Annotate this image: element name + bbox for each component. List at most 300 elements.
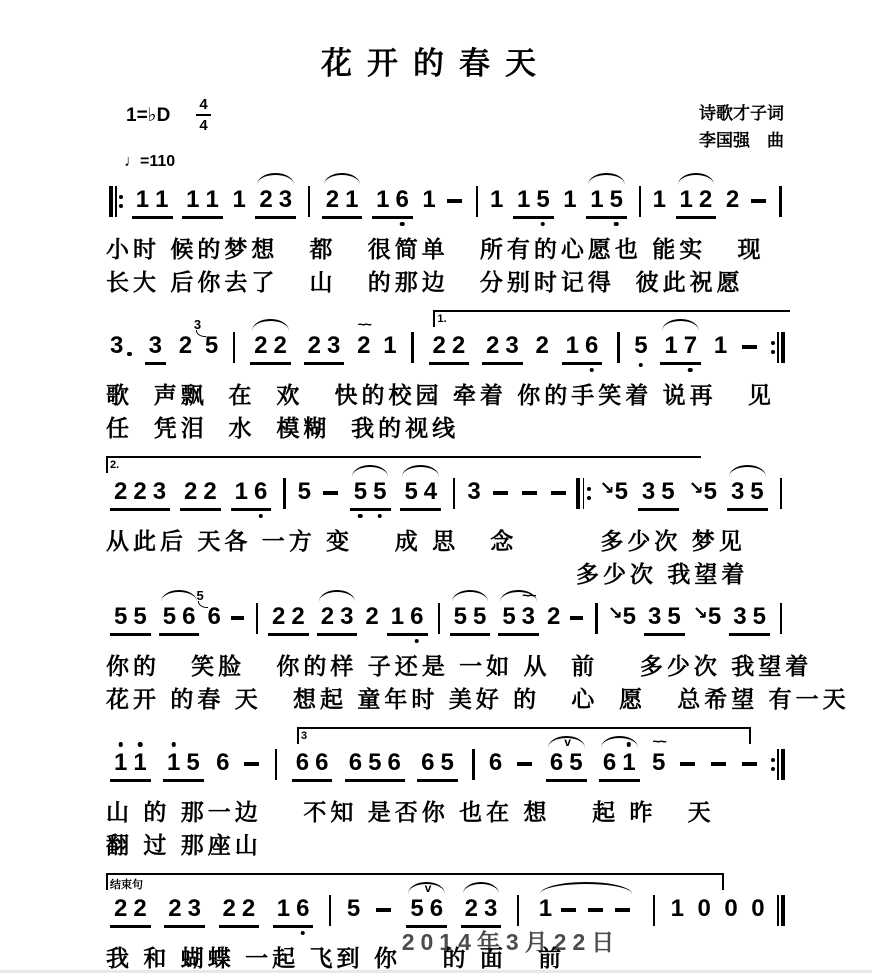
slur-group <box>250 331 291 365</box>
grace-note: 5 <box>196 588 204 603</box>
tempo-marking: ♩=110 <box>124 153 176 170</box>
time-signature <box>196 97 210 133</box>
music-system-1 <box>106 185 788 297</box>
volta-bracket <box>433 310 790 327</box>
note <box>634 331 647 360</box>
note <box>277 894 290 923</box>
bar-thin <box>777 895 779 926</box>
note <box>566 331 579 360</box>
note-digit: 5 <box>368 749 382 776</box>
repeat-dot <box>587 487 591 491</box>
note-digit: 1 <box>376 186 390 213</box>
note-digit: 2 <box>273 332 287 359</box>
barline <box>476 186 478 217</box>
note <box>661 477 674 506</box>
note-digit: 3 <box>148 332 162 359</box>
note <box>340 602 353 631</box>
note <box>216 748 229 777</box>
repeat-dots <box>771 758 775 771</box>
repeat-dot <box>771 767 775 771</box>
note <box>133 602 146 631</box>
note <box>136 185 149 214</box>
note-digit: 1 <box>390 603 405 630</box>
notes-row <box>106 733 788 794</box>
notes-row <box>106 587 788 648</box>
note <box>223 894 236 923</box>
volta-label: 结束句 <box>110 879 143 891</box>
note-digit: 5 <box>440 749 454 776</box>
barline <box>329 895 331 926</box>
slur-group <box>350 477 391 511</box>
note <box>155 185 168 214</box>
note-digit: 1 <box>205 186 219 213</box>
note <box>315 748 328 777</box>
note <box>395 185 408 214</box>
note-digit: 1 <box>565 332 579 359</box>
note-digit: 1 <box>516 186 531 213</box>
note <box>502 602 515 631</box>
bar-thin <box>583 478 585 509</box>
beam-group <box>180 477 221 511</box>
note-digit: 2 <box>203 478 217 505</box>
lyrics-line-2: 翻 过 那座山 <box>106 832 262 858</box>
duration-dash <box>561 908 576 912</box>
note <box>603 748 616 777</box>
note-digit: 5 <box>297 478 311 505</box>
note <box>521 587 536 631</box>
bar-thick <box>781 332 785 363</box>
note <box>232 185 245 214</box>
barline <box>453 478 455 509</box>
barline <box>411 332 413 363</box>
repeat-start-bar <box>109 186 123 217</box>
lyrics-line-2: 多少次 我望着 <box>576 561 749 587</box>
note <box>608 602 636 631</box>
note <box>564 735 583 777</box>
repeat-start-bar <box>576 478 590 509</box>
beam-group <box>268 602 309 636</box>
slur-group <box>450 602 491 636</box>
note-digit: 1 <box>167 749 181 776</box>
note-digit: 3 <box>187 895 201 922</box>
note <box>536 185 549 214</box>
note-digit: 2 <box>320 603 335 630</box>
beam-group <box>231 477 272 511</box>
notes-row <box>106 316 788 377</box>
note-digit: 2 <box>168 895 182 922</box>
note-digit: 1 <box>422 186 436 213</box>
beam-group <box>110 477 170 511</box>
duration-dash <box>447 199 462 203</box>
note-digit: 6 <box>395 186 409 213</box>
note-digit: 3 <box>340 603 354 630</box>
note-digit: 0 <box>697 895 711 922</box>
time-signature-denominator: 4 <box>196 114 210 133</box>
note <box>296 894 309 923</box>
barline <box>517 895 519 926</box>
note <box>203 477 216 506</box>
note-digit: 5 <box>661 478 675 505</box>
bar-thin <box>777 332 779 363</box>
note-digit: 1 <box>489 186 504 213</box>
barline <box>617 332 619 363</box>
note-digit: 1 <box>276 895 291 922</box>
note <box>600 477 628 506</box>
note-digit: 5 <box>472 603 487 630</box>
beam-group <box>644 602 685 636</box>
note <box>410 602 423 631</box>
mordent-icon: ~~ <box>652 733 665 749</box>
slide-down-icon: ↘ <box>688 478 704 498</box>
note <box>733 602 746 631</box>
bar-thick <box>781 895 785 926</box>
beam-group <box>110 894 151 928</box>
low-octave-dot <box>541 222 546 227</box>
score <box>106 185 850 973</box>
repeat-end-bar <box>771 332 785 363</box>
note <box>517 185 530 214</box>
time-signature-numerator: 4 <box>199 96 208 113</box>
beam-group <box>513 185 554 219</box>
barline <box>438 603 440 634</box>
note <box>163 602 176 631</box>
note <box>421 748 434 777</box>
duration-dash <box>231 616 244 620</box>
note <box>186 185 199 214</box>
slur-group <box>406 881 447 928</box>
duration-dash <box>551 491 566 495</box>
note <box>693 602 721 631</box>
note-digit: 2 <box>133 895 147 922</box>
note-digit: 2 <box>241 895 256 922</box>
note-digit: 1 <box>135 186 150 213</box>
duration-dash <box>323 491 338 495</box>
slur-group <box>400 477 441 511</box>
beam-group <box>387 602 428 636</box>
note <box>182 602 195 631</box>
note-digit: 3 <box>152 478 167 505</box>
note-digit: 2 <box>271 603 286 630</box>
note <box>376 185 389 214</box>
beam-group <box>219 894 260 928</box>
note <box>184 477 197 506</box>
duration-dash <box>680 762 695 766</box>
beam-group <box>417 748 458 782</box>
note-digit: 2 <box>254 332 268 359</box>
note <box>274 331 287 360</box>
note <box>321 602 334 631</box>
slur-group <box>676 185 717 219</box>
note-digit: 5 <box>752 603 766 630</box>
barline <box>595 603 597 634</box>
note <box>489 748 502 777</box>
note <box>433 331 446 360</box>
note <box>133 894 146 923</box>
note <box>490 185 503 214</box>
note <box>179 331 192 360</box>
note <box>133 477 146 506</box>
note <box>684 331 697 360</box>
note <box>505 331 518 360</box>
note-digit: 3 <box>521 603 536 630</box>
note <box>114 894 127 923</box>
music-system-4 <box>106 587 850 714</box>
volta-bracket <box>297 727 751 744</box>
note-digit: 2 <box>432 332 446 359</box>
note-digit: 1 <box>590 186 604 213</box>
note-digit: 2 <box>222 895 236 922</box>
duration-dash <box>615 908 630 912</box>
note <box>168 894 181 923</box>
lyrics-line-1: 小时 候的梦想 都 很简单 所有的心愿也 能实 现 <box>106 236 765 262</box>
note-digit: 1 <box>133 749 147 776</box>
slur-group <box>535 894 637 923</box>
slur-group <box>660 331 701 365</box>
note <box>298 477 311 506</box>
note-digit: 5 <box>204 332 219 359</box>
note-digit: 2 <box>725 186 740 213</box>
beam-group <box>292 748 333 782</box>
note <box>473 602 486 631</box>
note-digit: 1 <box>679 186 693 213</box>
repeat-dots <box>771 341 775 354</box>
note-digit: 5 <box>410 895 424 922</box>
note-digit: 1 <box>186 186 200 213</box>
note-digit: 3 <box>467 478 481 505</box>
note-digit: 0 <box>724 895 738 922</box>
note-digit: 3 <box>641 478 656 505</box>
note <box>308 331 321 360</box>
note-digit: 6 <box>182 603 196 630</box>
grace-note: 3 <box>193 317 202 332</box>
note <box>365 602 378 631</box>
lyrics-line-2: 长大 后你去了 山 的那边 分别时记得 彼此祝愿 <box>106 269 744 295</box>
note-digit: 6 <box>254 478 268 505</box>
note <box>110 331 132 360</box>
note <box>664 331 677 360</box>
note-digit: 2 <box>698 186 713 213</box>
high-octave-dot <box>627 742 632 747</box>
beam-group <box>163 748 204 782</box>
note-digit: 5 <box>614 478 628 505</box>
bar-thin <box>777 749 779 780</box>
note-digit: 6 <box>488 749 503 776</box>
note <box>550 748 563 777</box>
note <box>731 477 744 506</box>
duration-dash <box>570 616 583 620</box>
note-digit: 5 <box>404 478 418 505</box>
note-digit: 5 <box>536 186 550 213</box>
lyrics-line-1: 我 和 蝴蝶 一起 飞到 你 的 面 前 <box>106 945 566 971</box>
low-octave-dot <box>688 368 693 373</box>
date-clipped-region <box>0 924 872 955</box>
note-digit: 2 <box>178 332 193 359</box>
note-digit: 3 <box>648 603 662 630</box>
barline <box>472 749 474 780</box>
beam-group <box>110 602 151 636</box>
note-digit: 1 <box>232 186 246 213</box>
note <box>133 748 146 777</box>
note <box>753 602 766 631</box>
note <box>467 477 480 506</box>
beam-group <box>562 331 603 365</box>
note <box>667 602 680 631</box>
final-barline <box>777 895 785 926</box>
beam-group <box>132 185 173 219</box>
note-digit: 5 <box>703 478 718 505</box>
note <box>259 185 272 214</box>
note <box>391 602 404 631</box>
duration-dash <box>244 762 259 766</box>
note <box>680 185 693 214</box>
date-text: 2014年3月22日 <box>401 929 621 955</box>
barline <box>283 478 285 509</box>
note-digit: 3 <box>733 603 747 630</box>
note-digit: 3 <box>278 186 293 213</box>
bar-thin <box>115 186 117 217</box>
note-digit: 1 <box>652 186 666 213</box>
lyrics-line-2: 任 凭泪 水 模糊 我的视线 <box>106 415 460 441</box>
note <box>484 894 497 923</box>
slur-group <box>727 477 768 511</box>
note-digit: 5 <box>502 603 516 630</box>
note <box>699 185 712 214</box>
note-digit: 6 <box>207 603 221 630</box>
note-digit: 2 <box>486 332 500 359</box>
low-octave-dot <box>378 514 383 519</box>
breath-accent-icon: v <box>424 881 432 895</box>
note <box>648 602 661 631</box>
repeat-dots <box>119 195 123 208</box>
repeat-dot <box>771 341 775 345</box>
music-system-3 <box>106 456 788 589</box>
note-digit: 1 <box>114 749 128 776</box>
slur-group <box>586 185 627 219</box>
music-system-5 <box>106 727 788 860</box>
note <box>326 185 339 214</box>
mordent-icon: ~~ <box>357 316 370 332</box>
note-digit: 5 <box>114 603 128 630</box>
slur-group <box>546 735 587 782</box>
beam-group <box>372 185 413 219</box>
note <box>454 602 467 631</box>
beam-group <box>182 185 223 219</box>
note <box>153 477 166 506</box>
note-digit: 3 <box>483 895 498 922</box>
barline <box>653 895 655 926</box>
note <box>349 748 362 777</box>
bar-thick <box>109 186 113 217</box>
note-digit: 5 <box>651 749 666 776</box>
credits <box>699 100 784 154</box>
beam-group <box>429 331 470 365</box>
volta-label: 1. <box>437 313 447 325</box>
music-system-6 <box>106 873 788 973</box>
duration-dash <box>376 908 391 912</box>
note-digit: 2 <box>325 186 340 213</box>
note-digit: 6 <box>429 895 444 922</box>
low-octave-dot <box>358 514 363 519</box>
bar-thick <box>781 749 785 780</box>
breath-accent-icon: v <box>564 735 571 749</box>
note <box>726 185 739 214</box>
note <box>296 748 309 777</box>
note <box>193 317 219 360</box>
note <box>254 331 267 360</box>
repeat-dot <box>587 496 591 500</box>
note <box>291 602 304 631</box>
slur-group <box>322 185 363 219</box>
note <box>452 331 465 360</box>
note-digit: 2 <box>114 478 128 505</box>
note <box>671 894 684 923</box>
note-digit: 2 <box>357 332 371 359</box>
slur-group <box>599 748 640 782</box>
composer-credit: 李国强 曲 <box>699 131 784 150</box>
note-digit: 2 <box>184 478 198 505</box>
note-digit: 1 <box>155 186 169 213</box>
slide-down-icon: ↘ <box>599 478 615 498</box>
note <box>642 477 655 506</box>
note-digit: 2 <box>547 603 561 630</box>
note-digit: 6 <box>421 749 435 776</box>
note-digit: 2 <box>535 332 549 359</box>
note-digit: 5 <box>707 603 722 630</box>
note <box>536 331 549 360</box>
note-digit: 7 <box>683 332 698 359</box>
note-digit: 5 <box>622 603 637 630</box>
notes-row <box>106 477 788 523</box>
note-digit: 5 <box>609 186 623 213</box>
repeat-dots <box>587 487 591 500</box>
low-octave-dot <box>415 639 420 644</box>
beam-group <box>638 477 679 511</box>
note-digit: 5 <box>569 749 583 776</box>
note <box>383 331 396 360</box>
note <box>653 185 666 214</box>
note-digit: 2 <box>451 332 466 359</box>
note-digit: 5 <box>186 749 200 776</box>
note-digit: 1 <box>538 895 553 922</box>
note-digit: 6 <box>410 603 424 630</box>
note-digit: 6 <box>549 749 564 776</box>
barline <box>780 478 782 509</box>
note <box>697 894 710 923</box>
note <box>404 477 417 506</box>
note <box>610 185 623 214</box>
beam-group <box>729 602 770 636</box>
low-octave-dot <box>589 368 594 373</box>
note-digit: 3 <box>730 478 745 505</box>
repeat-dot <box>119 195 123 199</box>
beam-group <box>345 748 405 782</box>
note-digit: 5 <box>667 603 681 630</box>
note <box>114 748 127 777</box>
note <box>590 185 603 214</box>
repeat-dot <box>771 758 775 762</box>
note <box>388 748 401 777</box>
lyrics-line-2: 花开 的春 天 想起 童年时 美好 的 心 愿 总希望 有一天 <box>106 686 850 712</box>
note-digit: 5 <box>373 478 387 505</box>
duration-dash <box>742 762 757 766</box>
barline <box>275 749 277 780</box>
beam-group <box>145 331 166 365</box>
note-digit: 6 <box>387 749 401 776</box>
low-octave-dot <box>614 222 619 227</box>
note-digit: 5 <box>162 603 177 630</box>
slide-down-icon: ↘ <box>692 603 708 623</box>
beam-group <box>273 894 314 928</box>
